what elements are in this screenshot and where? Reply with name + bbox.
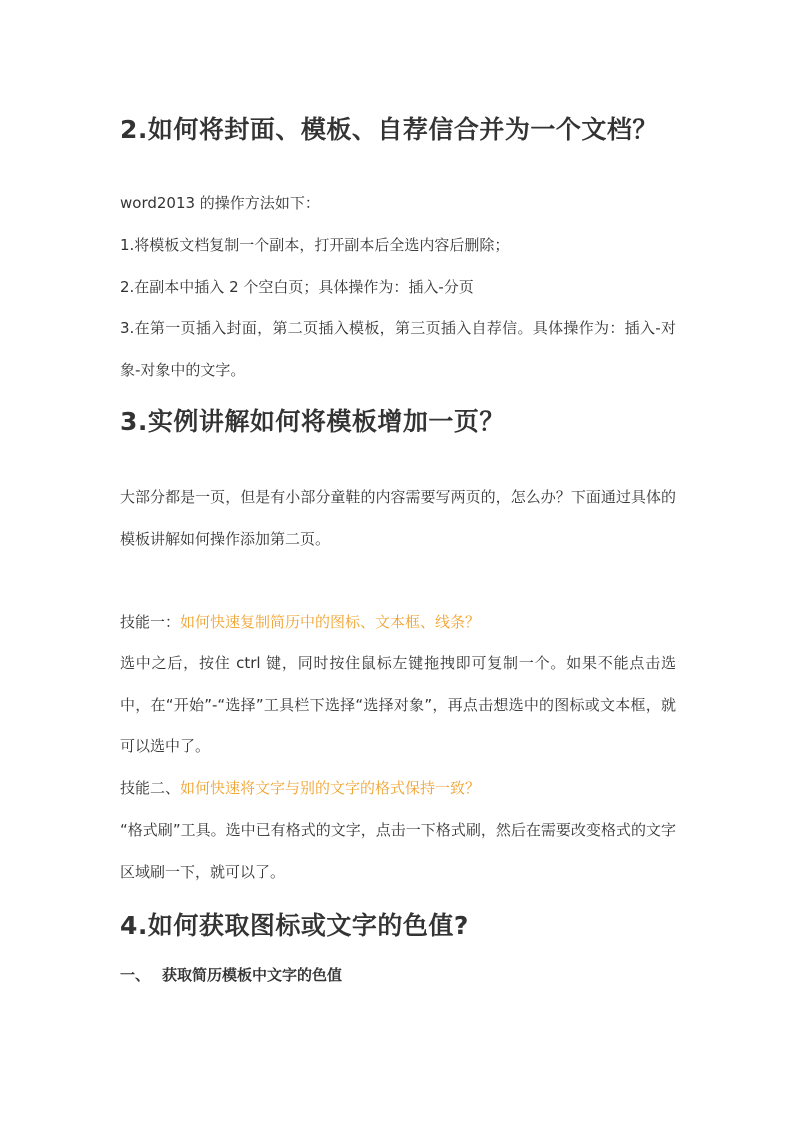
paragraph-step-1: 1.将模板文档复制一个副本，打开副本后全选内容后删除； bbox=[120, 236, 510, 254]
skill-1-heading bbox=[120, 611, 676, 633]
skill-1-title: 如何快速复制简历中的图标、文本框、线条？ bbox=[180, 613, 481, 631]
section-heading-3: 3.实例讲解如何将模板增加一页？ bbox=[120, 407, 505, 436]
paragraph-intro: 大部分都是一页，但是有小部分童鞋的内容需要写两页的，怎么办？下面通过具体的模板讲解如何操作添加第二页。 bbox=[120, 488, 676, 548]
subheading-1 bbox=[120, 964, 342, 986]
skill-2-label: 技能二、 bbox=[120, 779, 181, 797]
subheading-number: 一、 bbox=[120, 966, 151, 984]
section-heading-2: 2.如何将封面、模板、自荐信合并为一个文档？ bbox=[120, 115, 658, 144]
paragraph-word2013: word2013 的操作方法如下： bbox=[120, 194, 320, 212]
skill-2-heading bbox=[120, 777, 676, 799]
paragraph-step-2: 2.在副本中插入 2 个空白页；具体操作为：插入-分页 bbox=[120, 278, 474, 296]
subheading-text: 获取简历模板中文字的色值 bbox=[162, 966, 343, 984]
section-heading-4: 4.如何获取图标或文字的色值? bbox=[120, 911, 469, 940]
skill-1-body: 选中之后，按住 ctrl 键，同时按住鼠标左键拖拽即可复制一个。如果不能点击选中，在“开始”-“选择”工具栏下选择“选择对象”，再点击想选中的图标或文本框，就可以选中了。 bbox=[120, 654, 676, 755]
skill-2-title: 如何快速将文字与别的文字的格式保持一致？ bbox=[180, 779, 481, 797]
skill-2-body: “格式刷”工具。选中已有格式的文字，点击一下格式刷，然后在需要改变格式的文字区域刷一下，就可以了。 bbox=[120, 821, 676, 881]
paragraph-step-3: 3.在第一页插入封面，第二页插入模板，第三页插入自荐信。具体操作为：插入-对象-对象中的文字。 bbox=[120, 319, 676, 379]
skill-1-label: 技能一： bbox=[120, 613, 181, 631]
